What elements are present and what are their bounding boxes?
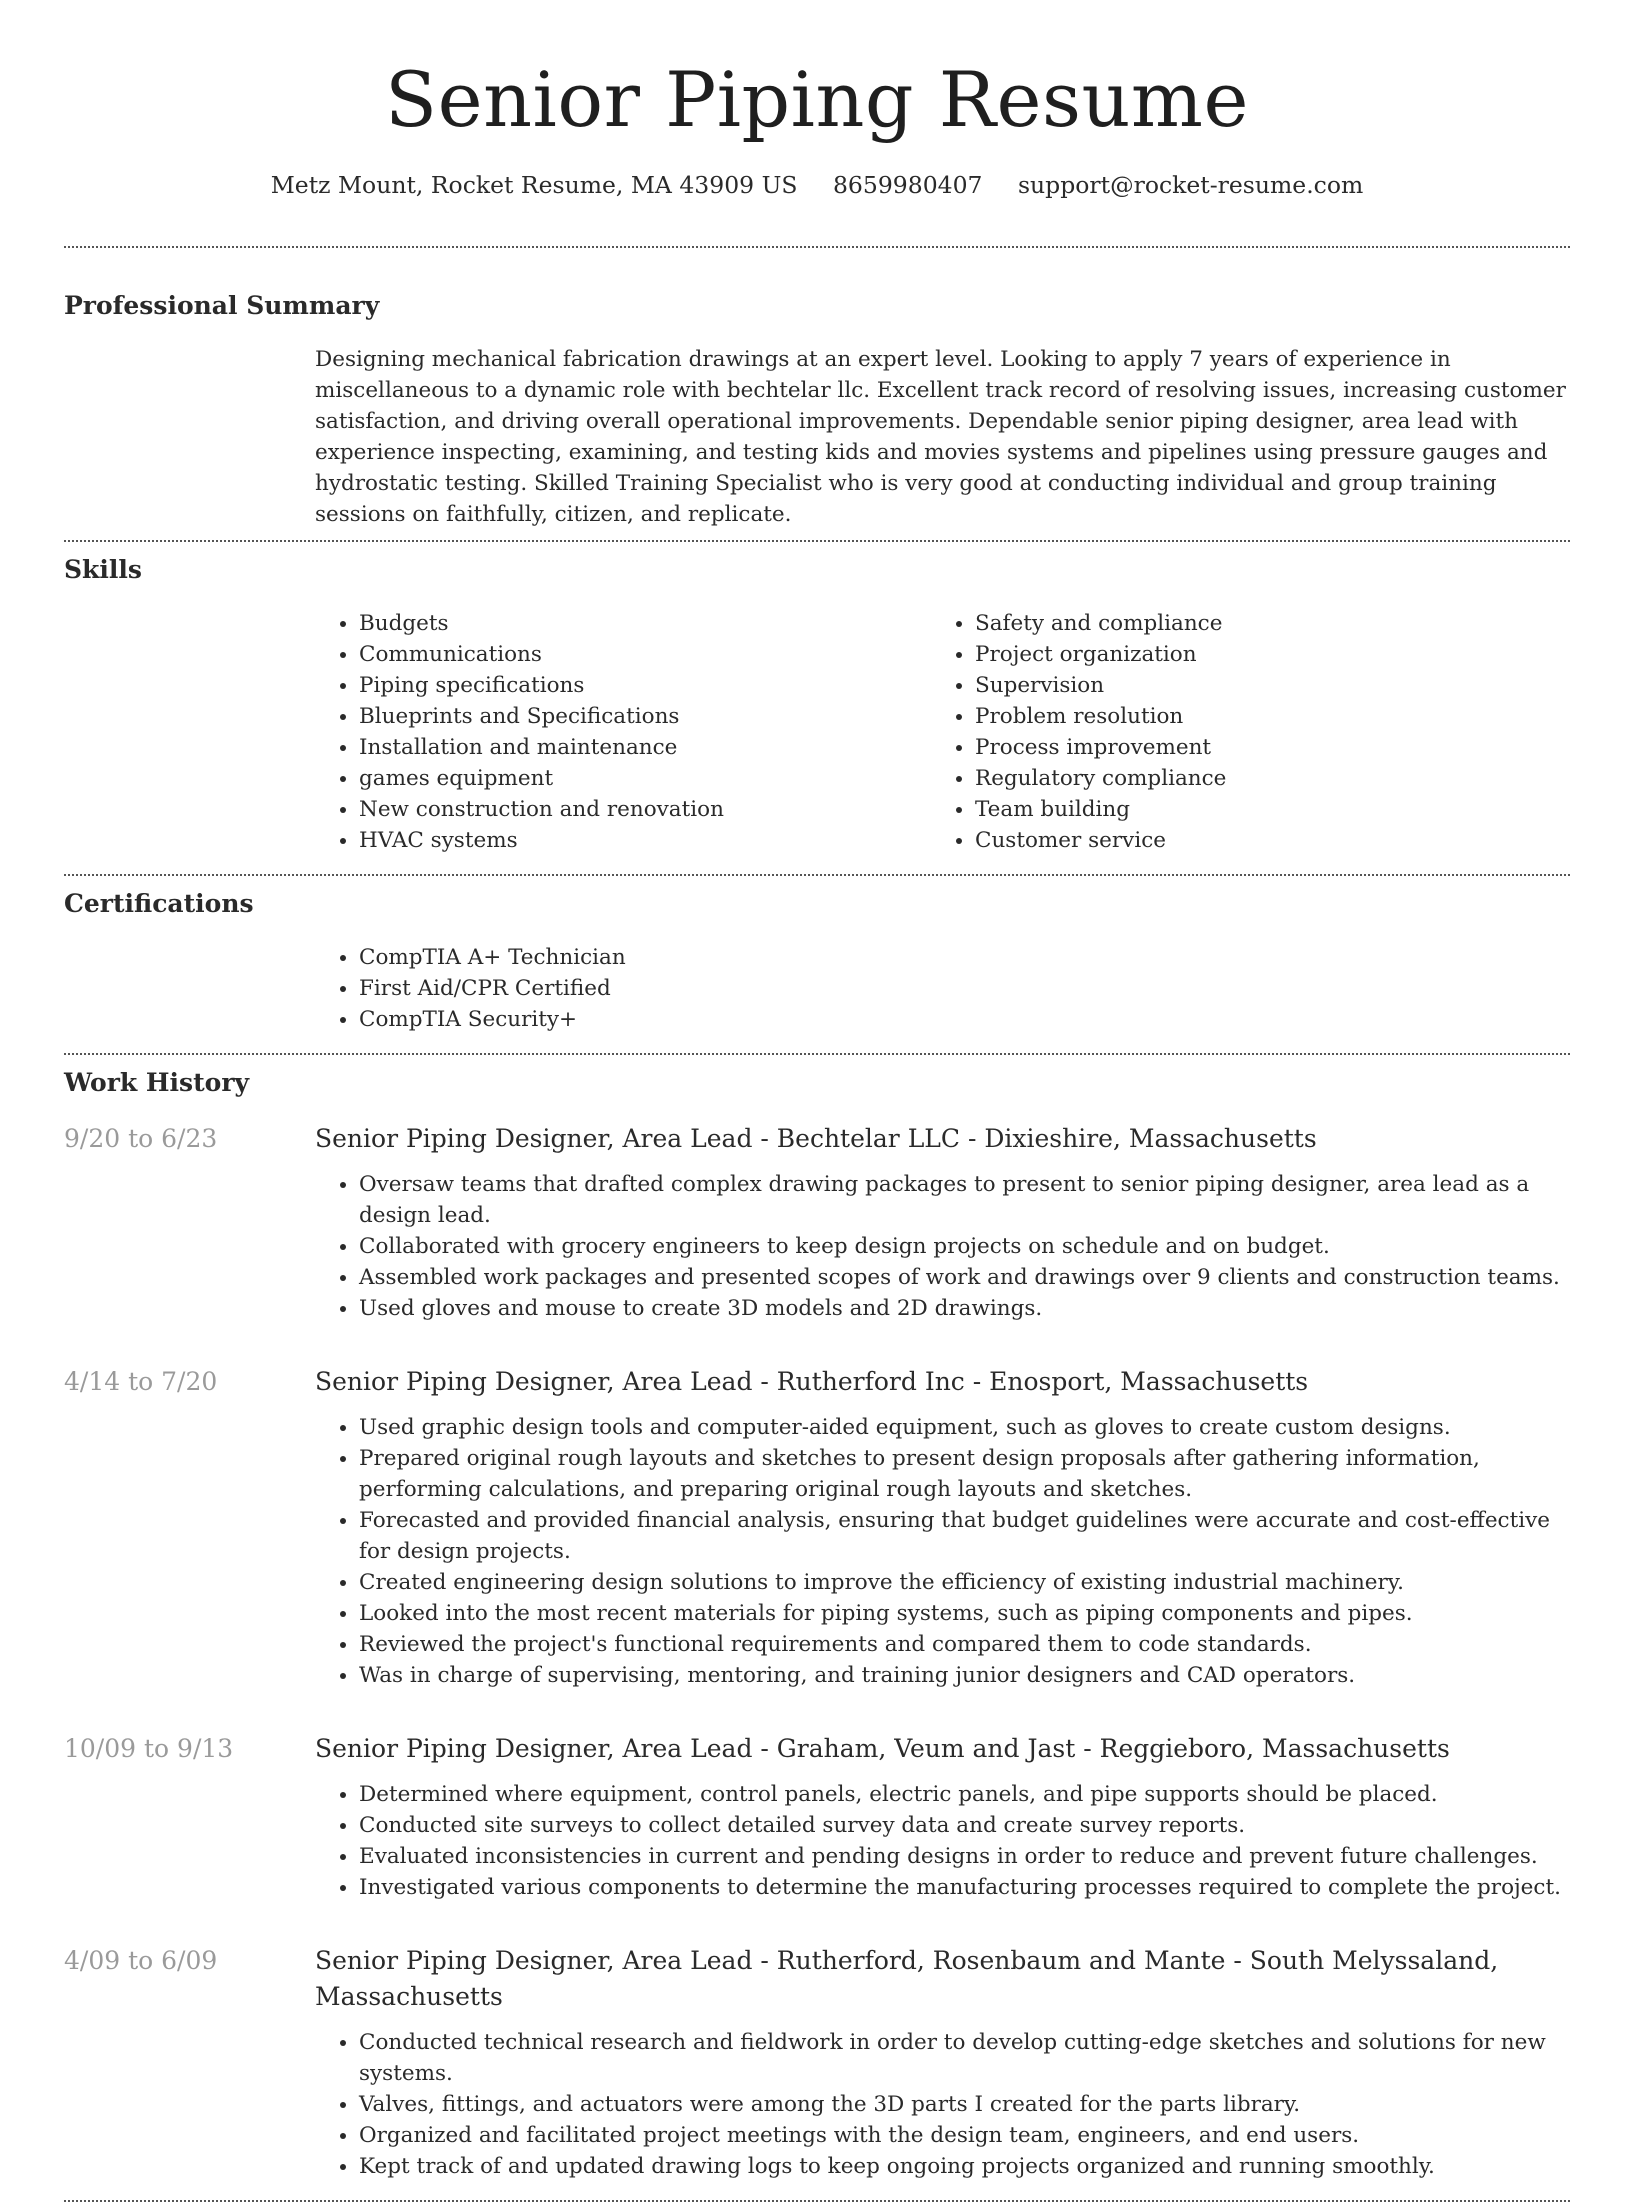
job-bullet: • Created engineering design solutions to improve the efficiency of existing industrial machinery. <box>359 1567 1570 1598</box>
job-entry <box>64 1943 1570 2182</box>
job-bullet: • Valves, fittings, and actuators were among the 3D parts I created for the parts library. <box>359 2089 1570 2120</box>
job-entry <box>64 1731 1570 1903</box>
job-bullet: • Determined where equipment, control panels, electric panels, and pipe supports should be placed. <box>359 1779 1570 1810</box>
skills-heading: Skills <box>64 555 142 584</box>
job-dates: 10/09 to 9/13 <box>64 1734 234 1763</box>
job-bullet: • Used gloves and mouse to create 3D models and 2D drawings. <box>359 1293 1570 1324</box>
contact-email: support@rocket-resume.com <box>1017 171 1364 199</box>
skill-item: • games equipment <box>359 763 931 794</box>
skill-item: • Regulatory compliance <box>975 763 1547 794</box>
job-bullet: • Evaluated inconsistencies in current and pending designs in order to reduce and prevent future challenges. <box>359 1841 1570 1872</box>
skill-item: • Installation and maintenance <box>359 732 931 763</box>
skills-list-right <box>931 608 1547 856</box>
job-bullet: • Used graphic design tools and computer-aided equipment, such as gloves to create custom designs. <box>359 1412 1570 1443</box>
job-entry <box>64 1121 1570 1324</box>
work-history-section <box>64 1055 1570 2182</box>
job-bullet: • Investigated various components to determine the manufacturing processes required to complete the project. <box>359 1872 1570 1903</box>
job-bullet: • Looked into the most recent materials for piping systems, such as piping components and pipes. <box>359 1598 1570 1629</box>
job-bullets <box>315 1412 1570 1691</box>
job-bullet: • Prepared original rough layouts and sketches to present design proposals after gathering information, performing calculations, and preparing original rough layouts and sketches. <box>359 1443 1570 1505</box>
skill-item: • New construction and renovation <box>359 794 931 825</box>
job-bullets <box>315 1779 1570 1903</box>
resume-title: Senior Piping Resume <box>385 55 1249 144</box>
certification-item: • First Aid/CPR Certified <box>359 973 1570 1004</box>
contact-address: Metz Mount, Rocket Resume, MA 43909 US <box>270 171 798 199</box>
resume-page <box>64 0 1570 2202</box>
job-title: Senior Piping Designer, Area Lead - Rutherford Inc - Enosport, Massachusetts <box>315 1367 1309 1396</box>
skill-item: • Supervision <box>975 670 1547 701</box>
job-dates: 9/20 to 6/23 <box>64 1124 218 1153</box>
skill-item: • Project organization <box>975 639 1547 670</box>
summary-heading: Professional Summary <box>64 291 380 320</box>
work-history-heading: Work History <box>64 1068 250 1097</box>
job-title: Senior Piping Designer, Area Lead - Rutherford, Rosenbaum and Mante - South Melyssaland, Massachusetts <box>315 1946 1499 2011</box>
certifications-heading: Certifications <box>64 889 254 918</box>
job-bullet: • Conducted technical research and fieldwork in order to develop cutting-edge sketches and solutions for new systems. <box>359 2027 1570 2089</box>
certification-item: • CompTIA A+ Technician <box>359 942 1570 973</box>
job-bullet: • Oversaw teams that drafted complex drawing packages to present to senior piping designer, area lead as a design lead. <box>359 1169 1570 1231</box>
skill-item: • Team building <box>975 794 1547 825</box>
job-bullet: • Collaborated with grocery engineers to keep design projects on schedule and on budget. <box>359 1231 1570 1262</box>
skill-item: • Communications <box>359 639 931 670</box>
certifications-section <box>64 876 1570 1035</box>
skill-item: • Budgets <box>359 608 931 639</box>
job-bullet: • Was in charge of supervising, mentoring, and training junior designers and CAD operators. <box>359 1660 1570 1691</box>
skill-item: • Problem resolution <box>975 701 1547 732</box>
job-bullet: • Organized and facilitated project meetings with the design team, engineers, and end users. <box>359 2120 1570 2151</box>
skill-item: • HVAC systems <box>359 825 931 856</box>
summary-section <box>64 248 1570 530</box>
contact-line <box>64 168 1570 202</box>
job-bullets <box>315 2027 1570 2182</box>
skill-item: • Blueprints and Specifications <box>359 701 931 732</box>
skills-section <box>64 542 1570 856</box>
job-bullet: • Reviewed the project's functional requirements and compared them to code standards. <box>359 1629 1570 1660</box>
job-bullets <box>315 1169 1570 1324</box>
contact-phone: 8659980407 <box>832 171 983 199</box>
job-title: Senior Piping Designer, Area Lead - Graham, Veum and Jast - Reggieboro, Massachusetts <box>315 1734 1450 1763</box>
certifications-list <box>315 942 1570 1035</box>
job-entry <box>64 1364 1570 1691</box>
job-dates: 4/09 to 6/09 <box>64 1946 218 1975</box>
job-bullet: • Assembled work packages and presented scopes of work and drawings over 9 clients and construction teams. <box>359 1262 1570 1293</box>
skill-item: • Process improvement <box>975 732 1547 763</box>
summary-text: Designing mechanical fabrication drawings at an expert level. Looking to apply 7 years of experience in miscellaneous to a dynamic role with bechtelar llc. Excellent track record of resolving issues, increasing customer satisfaction, and driving overall operational improvements. Dependable senior piping designer, area lead with experience inspecting, examining, and testing kids and movies systems and pipelines using pressure gauges and hydrostatic testing. Skilled Training Specialist who is very good at conducting individual and group training sessions on faithfully, citizen, and replicate. <box>315 347 1566 527</box>
job-bullet: • Kept track of and updated drawing logs to keep ongoing projects organized and running smoothly. <box>359 2151 1570 2182</box>
job-title: Senior Piping Designer, Area Lead - Bechtelar LLC - Dixieshire, Massachusetts <box>315 1124 1317 1153</box>
skill-item: • Piping specifications <box>359 670 931 701</box>
certification-item: • CompTIA Security+ <box>359 1004 1570 1035</box>
skill-item: • Customer service <box>975 825 1547 856</box>
skills-list-left <box>315 608 931 856</box>
job-dates: 4/14 to 7/20 <box>64 1367 218 1396</box>
job-bullet: • Forecasted and provided financial analysis, ensuring that budget guidelines were accurate and cost-effective for design projects. <box>359 1505 1570 1567</box>
skill-item: • Safety and compliance <box>975 608 1547 639</box>
job-bullet: • Conducted site surveys to collect detailed survey data and create survey reports. <box>359 1810 1570 1841</box>
